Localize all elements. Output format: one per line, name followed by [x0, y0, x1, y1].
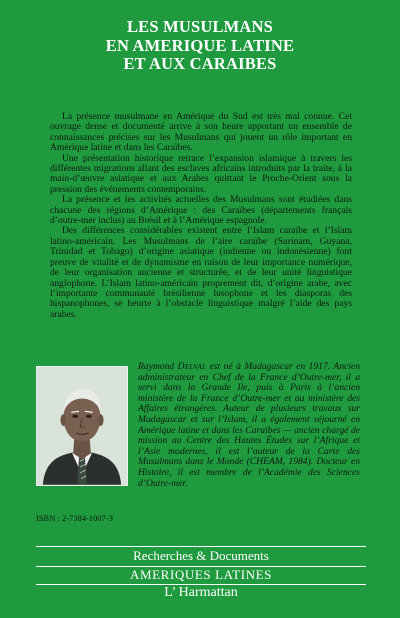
- author-bio: [138, 362, 360, 489]
- blurb-paragraph-2: Une présentation historique retrace l’expansion islamique à travers les différentes migrations allant des esclaves africains introduits par la traite, à la main-d’œuvre asiatique et aux Arabes quittant le Proche-Orient sous la pression des événements contemporains.: [50, 152, 352, 195]
- title-line-2: EN AMERIQUE LATINE: [105, 35, 295, 55]
- series-name: Recherches & Documents: [133, 548, 269, 563]
- publisher-name: L’ Harmattan: [164, 585, 238, 600]
- author-photo: [36, 366, 128, 486]
- title-line-3: ET AUX CARAIBES: [123, 54, 277, 73]
- author-first-name: Raymond: [138, 361, 175, 372]
- blurb: [50, 112, 352, 320]
- blurb-paragraph-1: La présence musulmane en Amérique du Sud est très mal connue. Cet ouvrage dense et documenté arrive à son heure apportant un ensemble de connaissances précises sur les Musulmans qui jouent un rôle important en Amérique latine et dans les Caraïbes.: [50, 111, 352, 154]
- series-block: [36, 538, 366, 600]
- title-line-1: LES MUSULMANS: [126, 17, 274, 36]
- blurb-paragraph-3: La présence et les activités actuelles des Musulmans sont étudiées dans chacune des régions d’Amérique : des Caraïbes (départements français d’outre-mer inclus) au Brésil et à l’Amérique espagnole.: [50, 194, 352, 227]
- book-title: [0, 18, 400, 74]
- author-bio-text: est né à Madagascar en 1917. Ancien administrateur en Chef de la France d’Outre-mer, il a servi dans la Grande Ile, puis à Paris à l’ancien ministère de la France d’Outre-mer et au ministère des Affaires étrangères. Auteur de plusieurs travaux sur Madagascar et sur l’Islam, il a également séjourné en Amérique latine et dans les Caraïbes — ancien chargé de mission au Centre des Hautes Études sur l’Afrique et l’Asie modernes, il est l’auteur de la Carte des Musulmans dans le Monde (CHEAM, 1984). Docteur en Histoire, il est membre de l’Académie des Sciences d’Outre-mer.: [138, 361, 360, 489]
- author-portrait-illustration: [37, 367, 127, 485]
- rule-top: [36, 546, 366, 547]
- blurb-paragraph-4: Des différences considérables existent entre l’Islam caraïbe et l’Islam latino-américain. Les Musulmans de l’aire caraïbe (Surinam, Guyana, Trinidad et Tobago) d’origine asiatique (indienne ou indonésienne) font preuve de vitalité et de dynamisme en raison de leur importance numérique, de leur organisation ancienne et structurée, et de leur unité linguistique anglophone. L’Islam latino-américain proprement dit, d’origine arabe, avec l’importante communauté brésilienne lusophone et les diasporas des hispanophones, se heurte à l’obstacle linguistique malgré l’aide des pays arabes.: [50, 225, 352, 320]
- author-last-name: Delval: [177, 361, 207, 372]
- isbn-number: ISBN : 2-7384-1007-3: [36, 513, 113, 523]
- series-subtitle: AMERIQUES LATINES: [129, 567, 272, 582]
